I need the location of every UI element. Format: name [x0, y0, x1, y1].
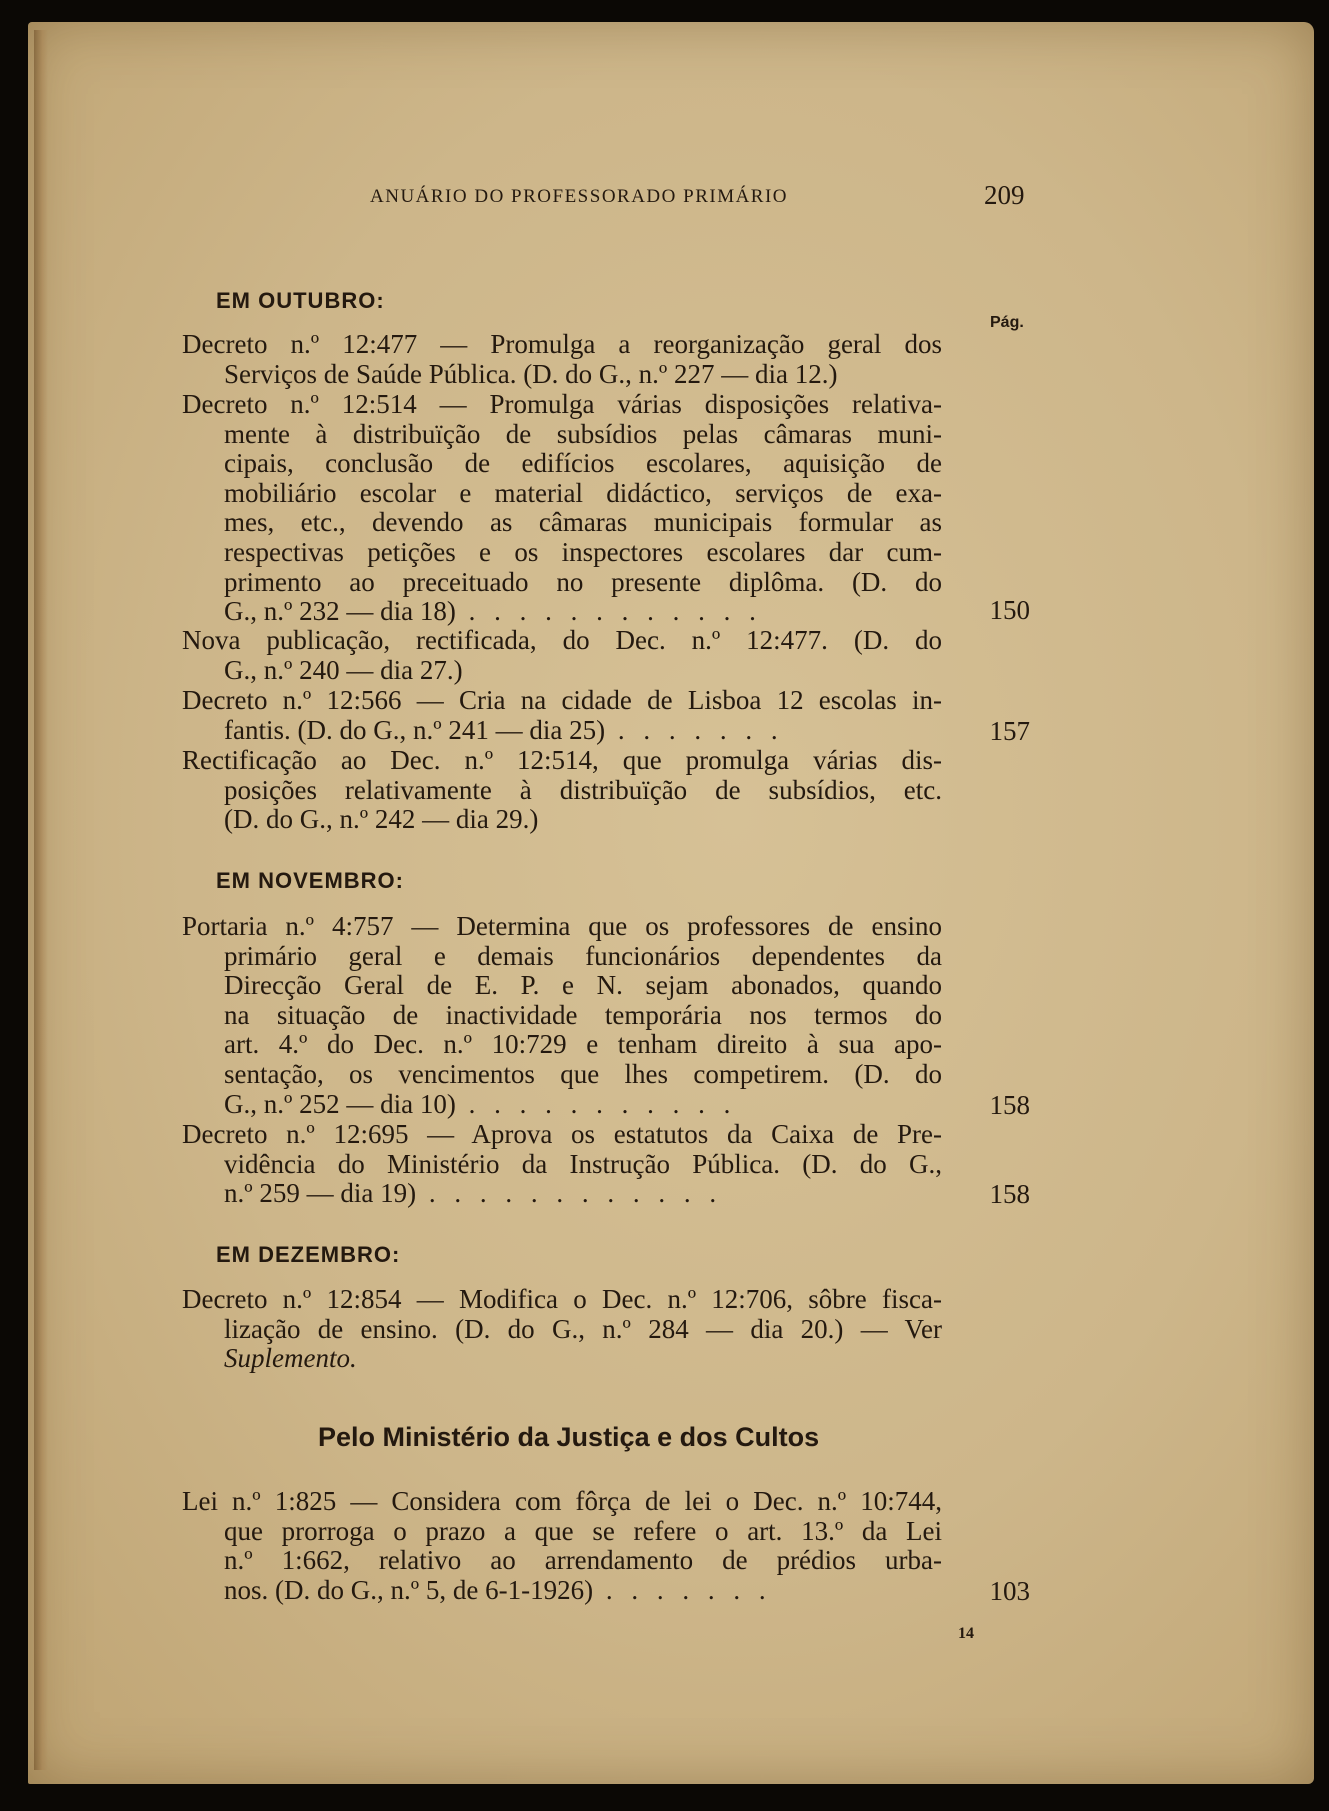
page-ref: 158: [989, 1179, 1030, 1209]
entry-text: Suplemento.: [224, 1343, 357, 1374]
entry-line: primário geral e demais funcionários dependentes da: [224, 940, 942, 971]
entry-line: (D. do G., n.º 242 — dia 29.): [224, 804, 539, 835]
signature-mark: 14: [958, 1625, 974, 1642]
entry-line: Decreto n.º 12:514 — Promulga várias disposições relativa-: [182, 389, 942, 419]
entry-text: G., n.º 232 — dia 18): [224, 596, 456, 627]
entry-line: Decreto n.º 12:477 — Promulga a reorganização geral dos: [182, 329, 942, 359]
entry-decreto-12695: [182, 1120, 942, 1209]
entry-line: Rectificação ao Dec. n.º 12:514, que promulga várias dis-: [182, 745, 942, 775]
entry-line: n.º 1:662, relativo ao arrendamento de prédios urba-: [224, 1545, 942, 1576]
pag-column-label: Pág.: [990, 314, 1024, 331]
entry-line: G., n.º 240 — dia 27.): [224, 654, 463, 685]
page-ref: 150: [989, 595, 1030, 625]
entry-rectificacao: [182, 746, 942, 835]
entry-line: Nova publicação, rectificada, do Dec. n.º 12:477. (D. do: [182, 625, 942, 655]
entry-line: respectivas petições e os inspectores escolares dar cum-: [224, 536, 942, 567]
ministry-title: Pelo Ministério da Justiça e dos Cultos: [318, 1422, 820, 1452]
entry-line-last: fantis. (D. do G., n.º 241 — dia 25) . . . . . . .: [224, 714, 784, 745]
running-title: ANUÁRIO DO PROFESSORADO PRIMÁRIO: [370, 186, 789, 207]
entry-line: posições relativamente à distribuïção de subsídios, etc.: [224, 774, 942, 805]
entry-portaria-4757: [182, 912, 942, 1119]
entry-line: Decreto n.º 12:695 — Aprova os estatutos da Caixa de Pre-: [182, 1119, 942, 1149]
entry-line-last: G., n.º 232 — dia 18) . . . . . . . . . . . .: [224, 596, 762, 627]
entry-line-last: n.º 259 — dia 19) . . . . . . . . . . . .: [224, 1178, 723, 1209]
entry-text: G., n.º 252 — dia 10): [224, 1088, 456, 1119]
entry-line: que prorroga o prazo a que se refere o art. 13.º da Lei: [224, 1515, 942, 1546]
page-number: 209: [984, 180, 1025, 210]
entry-line: art. 4.º do Dec. n.º 10:729 e tenham direito à sua apo-: [224, 1029, 942, 1060]
entry-line-last: G., n.º 252 — dia 10) . . . . . . . . . . .: [224, 1088, 737, 1119]
page-spine: [34, 30, 48, 1770]
entry-line: Portaria n.º 4:757 — Determina que os professores de ensino: [182, 911, 942, 941]
entry-nova-publicacao: [182, 626, 942, 685]
entry-line: primento ao preceituado no presente diplôma. (D. do: [224, 566, 942, 597]
page-ref: 157: [989, 716, 1030, 746]
entry-line: Decreto n.º 12:566 — Cria na cidade de Lisboa 12 escolas in-: [182, 685, 942, 715]
entry-text: fantis. (D. do G., n.º 241 — dia 25): [224, 714, 606, 745]
entry-line: lização de ensino. (D. do G., n.º 284 — dia 20.) — Ver: [224, 1313, 942, 1344]
entry-text: nos. (D. do G., n.º 5, de 6-1-1926): [224, 1574, 594, 1605]
entry-line: vidência do Ministério da Instrução Pública. (D. do G.,: [224, 1148, 942, 1179]
entry-line: cipais, conclusão de edifícios escolares, aquisição de: [224, 448, 942, 479]
entry-line: Direcção Geral de E. P. e N. sejam abonados, quando: [224, 970, 942, 1001]
entry-line: mes, etc., devendo as câmaras municipais formular as: [224, 507, 942, 538]
entry-text: n.º 259 — dia 19): [224, 1178, 417, 1209]
entry-line: mobiliário escolar e material didáctico, serviços de exa-: [224, 477, 942, 508]
entry-line: mente à distribuïção de subsídios pelas câmaras muni-: [224, 418, 942, 449]
entry-line: Lei n.º 1:825 — Considera com fôrça de lei o Dec. n.º 10:744,: [182, 1486, 942, 1516]
entry-line-last: nos. (D. do G., n.º 5, de 6-1-1926) . . . . . . .: [224, 1574, 772, 1605]
entry-line: sentação, os vencimentos que lhes competirem. (D. do: [224, 1058, 942, 1089]
entry-line: Serviços de Saúde Pública. (D. do G., n.º 227 — dia 12.): [224, 358, 838, 389]
section-heading-outubro: EM OUTUBRO:: [216, 288, 385, 313]
entry-decreto-12477: [182, 330, 942, 389]
section-heading-dezembro: EM DEZEMBRO:: [216, 1242, 401, 1267]
page-ref: 103: [989, 1576, 1030, 1606]
entry-decreto-12514: [182, 390, 942, 627]
entry-line: na situação de inactividade temporária nos termos do: [224, 999, 942, 1030]
section-heading-novembro: EM NOVEMBRO:: [216, 868, 404, 893]
entry-line: [182, 1344, 942, 1374]
page-ref: 158: [989, 1090, 1030, 1120]
entry-line: Decreto n.º 12:854 — Modifica o Dec. n.º 12:706, sôbre fisca-: [182, 1284, 942, 1314]
entry-decreto-12566: [182, 686, 942, 745]
entry-lei-1825: [182, 1487, 942, 1605]
entry-decreto-12854: [182, 1285, 942, 1374]
